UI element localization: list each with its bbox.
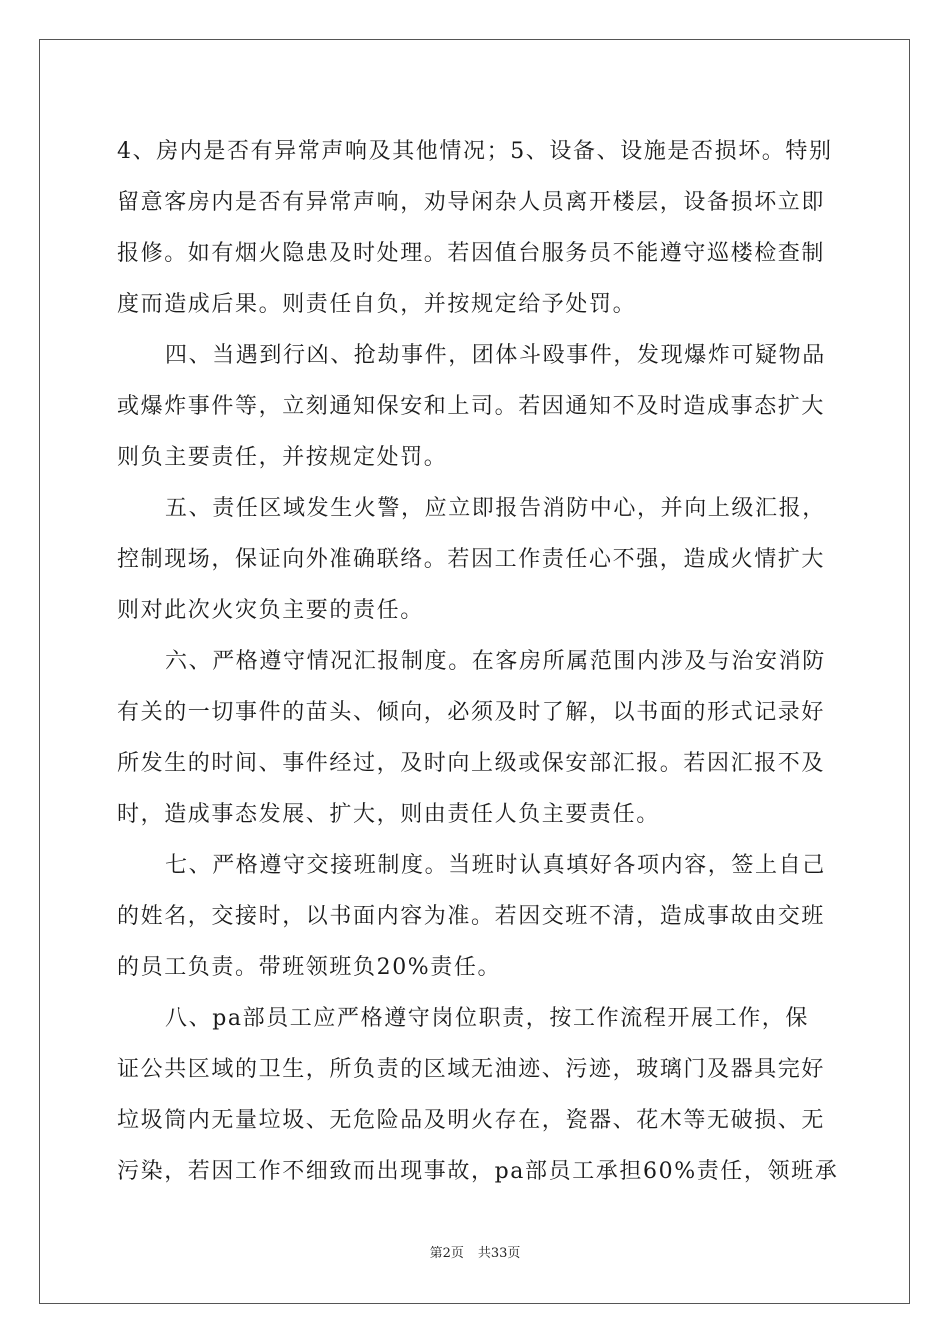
paragraph-start-line: 七、严格遵守交接班制度。当班时认真填好各项内容，签上自己 [165, 853, 826, 878]
page-number: 第2页 [429, 1246, 464, 1261]
paragraph-start-line: 六、严格遵守情况汇报制度。在客房所属范围内涉及与治安消防 [165, 649, 826, 674]
text-line: 垃圾筒内无量垃圾、无危险品及明火存在，瓷器、花木等无破损、无 [117, 1108, 826, 1133]
document-body [117, 126, 839, 1197]
text-line: 污染，若因工作不细致而出现事故，pa部员工承担60%责任，领班承 [117, 1159, 839, 1184]
text-line: 的员工负责。带班领班负20%责任。 [117, 955, 502, 980]
page-footer [0, 1242, 950, 1261]
text-line: 时，造成事态发展、扩大，则由责任人负主要责任。 [117, 802, 660, 827]
text-line: 有关的一切事件的苗头、倾向，必须及时了解，以书面的形式记录好 [117, 700, 826, 725]
text-line: 则负主要责任，并按规定处罚。 [117, 445, 448, 470]
text-line: 所发生的时间、事件经过，及时向上级或保安部汇报。若因汇报不及 [117, 751, 826, 776]
text-line: 4、房内是否有异常声响及其他情况；5、设备、设施是否损坏。特别 [117, 139, 833, 164]
text-line: 控制现场，保证向外准确联络。若因工作责任心不强，造成火情扩大 [117, 547, 826, 572]
text-line: 或爆炸事件等，立刻通知保安和上司。若因通知不及时造成事态扩大 [117, 394, 826, 419]
text-line: 留意客房内是否有异常声响，劝导闲杂人员离开楼层，设备损坏立即 [117, 190, 826, 215]
text-line: 则对此次火灾负主要的责任。 [117, 598, 424, 623]
text-line: 证公共区域的卫生，所负责的区域无油迹、污迹，玻璃门及器具完好 [117, 1057, 826, 1082]
text-line: 报修。如有烟火隐患及时处理。若因值台服务员不能遵守巡楼检查制 [117, 241, 826, 266]
paragraph-start-line: 五、责任区域发生火警，应立即报告消防中心，并向上级汇报， [165, 496, 826, 521]
total-pages: 共33页 [477, 1246, 521, 1261]
paragraph-start-line: 八、pa部员工应严格遵守岗位职责，按工作流程开展工作，保 [165, 1006, 810, 1031]
text-line: 度而造成后果。则责任自负，并按规定给予处罚。 [117, 292, 637, 317]
text-line: 的姓名，交接时，以书面内容为准。若因交班不清，造成事故由交班 [117, 904, 826, 929]
paragraph-start-line: 四、当遇到行凶、抢劫事件，团体斗殴事件，发现爆炸可疑物品 [165, 343, 826, 368]
